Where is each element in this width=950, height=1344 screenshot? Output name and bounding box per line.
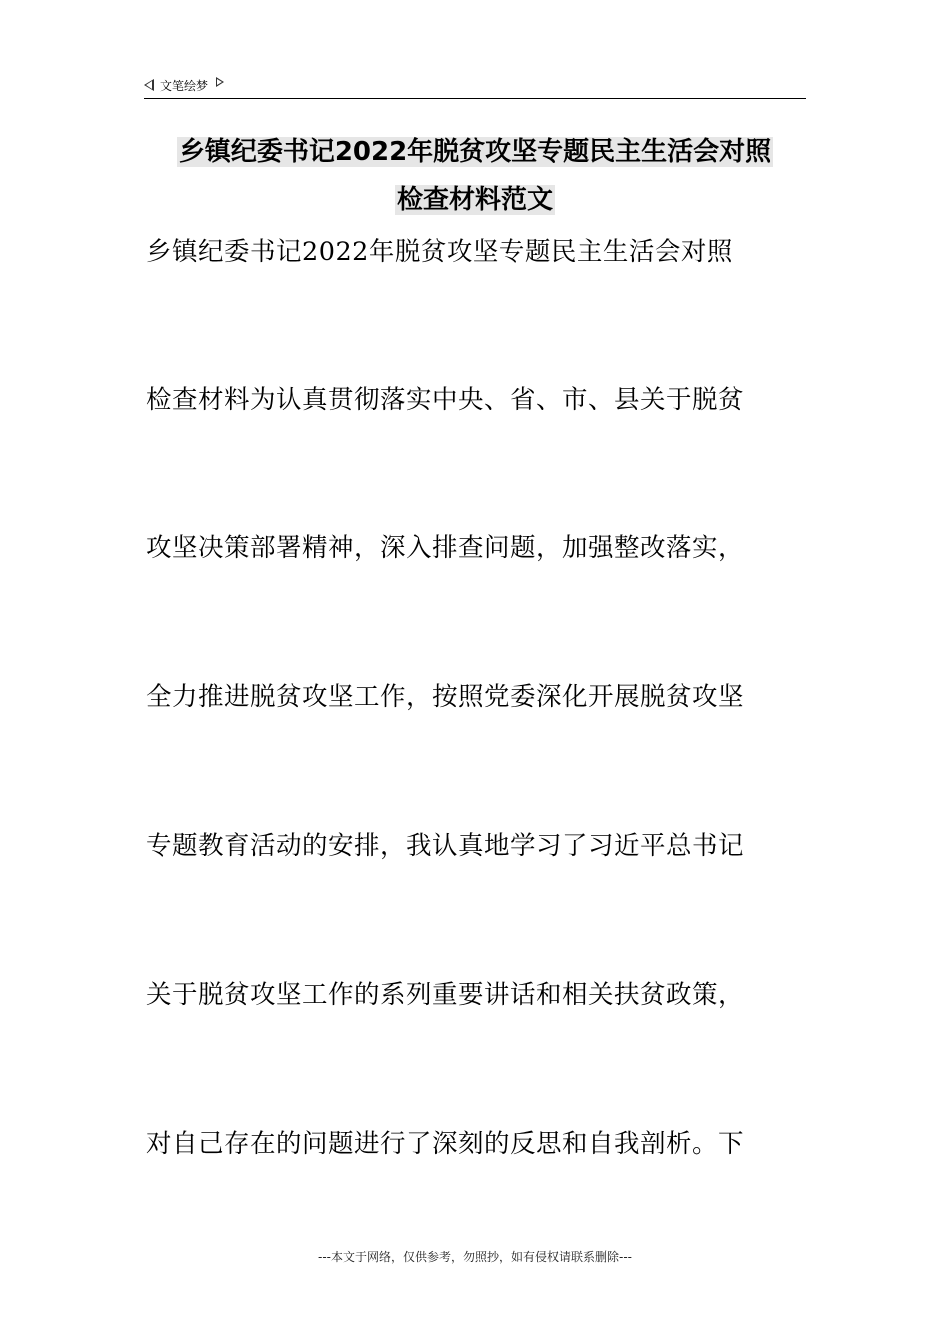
document-title-text-1: 乡镇纪委书记2022年脱贫攻坚专题民主生活会对照 (178, 137, 772, 167)
body-line-6: 关于脱贫攻坚工作的系列重要讲话和相关扶贫政策， (146, 980, 745, 1010)
body-line-7: 对自己存在的问题进行了深刻的反思和自我剖析。下 (146, 1129, 745, 1159)
triangle-left-icon (144, 79, 154, 91)
footer-notice: ---本文于网络，仅供参考，勿照抄，如有侵权请联系删除--- (318, 1250, 632, 1264)
header-brand: 文笔绘梦 (160, 78, 209, 93)
triangle-right-icon (216, 77, 224, 87)
body-line-5: 专题教育活动的安排，我认真地学习了习近平总书记 (146, 831, 745, 861)
body-line-4: 全力推进脱贫攻坚工作，按照党委深化开展脱贫攻坚 (146, 682, 745, 712)
body-line-1: 乡镇纪委书记2022年脱贫攻坚专题民主生活会对照 (146, 237, 733, 267)
document-title-line-1 (144, 136, 806, 168)
body-line-2: 检查材料为认真贯彻落实中央、省、市、县关于脱贫 (146, 385, 745, 415)
document-title-line-2 (144, 184, 806, 216)
page-header (144, 74, 806, 99)
body-line-3: 攻坚决策部署精神，深入排查问题，加强整改落实， (146, 533, 745, 563)
document-title-text-2: 检查材料范文 (396, 185, 553, 215)
header-brand-group (144, 74, 224, 96)
